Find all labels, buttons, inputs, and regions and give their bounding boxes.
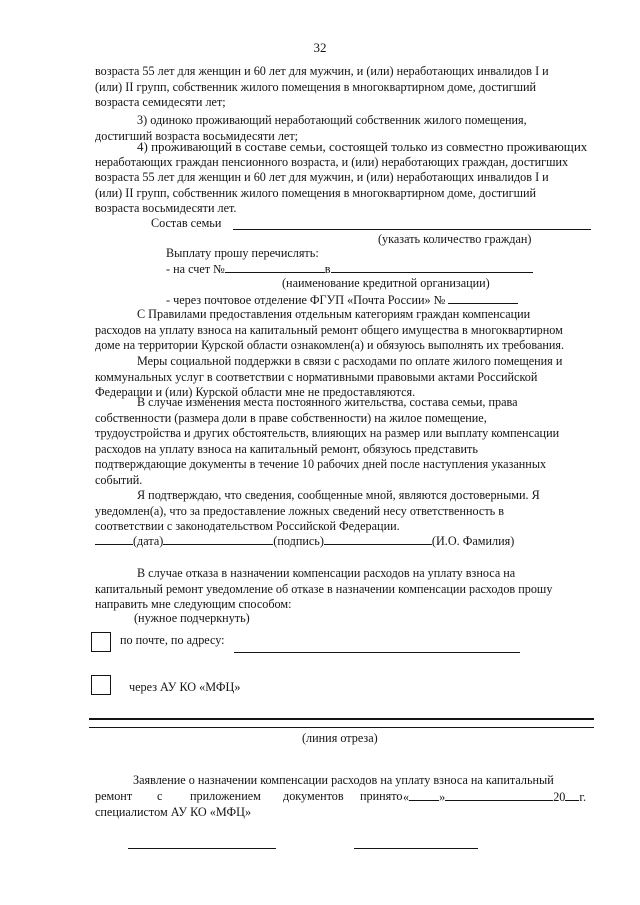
payment-account-row xyxy=(166,261,533,277)
receipt-line-1: Заявление о назначении компенсации расходов на уплату взноса на капитальный xyxy=(133,773,554,787)
text-line: возраста восьмидесяти лет. xyxy=(95,201,237,216)
truthfulness-paragraph xyxy=(95,488,599,535)
text-line: трудоустройства и других обстоятельств, влияющих на размер или выплату компенсации xyxy=(95,426,560,441)
payment-post-row xyxy=(166,292,518,308)
family-hint: (указать количество граждан) xyxy=(378,232,532,246)
in-word: в xyxy=(324,262,331,276)
cut-line-lower xyxy=(89,727,594,728)
changes-obligation-paragraph xyxy=(95,395,599,489)
text-line: событий. xyxy=(95,472,143,487)
mail-option-checkbox[interactable] xyxy=(91,632,111,652)
text-line: Меры социальной поддержки в связи с расходами по оплате жилого помещения и xyxy=(137,354,563,368)
refusal-notification-paragraph xyxy=(95,566,599,613)
text-line: 3) одиноко проживающий неработающий собственник жилого помещения, xyxy=(137,113,527,127)
text-line: (или) II групп, собственник жилого помещения в многоквартирном доме, достигший xyxy=(95,79,537,94)
text-line: уведомлен(а), что за предоставление ложных сведений несу ответственность в xyxy=(95,503,505,518)
family-label: Состав семьи xyxy=(151,216,222,230)
text-line: возраста 55 лет для женщин и 60 лет для мужчин, и (или) неработающих инвалидов I и xyxy=(95,170,549,185)
text-line: капитальный ремонт уведомление об отказе в назначении компенсации расходов прошу xyxy=(95,581,553,596)
quote-close: » xyxy=(439,790,446,804)
mfc-option-label: через АУ КО «МФЦ» xyxy=(129,680,241,694)
family-count-field[interactable] xyxy=(233,229,591,230)
receipt-year-field[interactable] xyxy=(565,789,579,801)
text-line: доме на территории Курской области ознакомлен(а) и обязуюсь выполнять их требования. xyxy=(95,338,565,353)
receipt-word: с xyxy=(157,789,163,803)
receipt-specialist-signature-field[interactable] xyxy=(128,848,276,849)
receipt-word: принято xyxy=(360,789,403,803)
signature-label: (подпись) xyxy=(273,534,324,548)
year-suffix: г. xyxy=(579,790,587,804)
year-prefix: 20 xyxy=(553,790,566,804)
text-line: В случае изменения места постоянного жительства, состава семьи, права xyxy=(137,395,518,409)
text-line: направить мне следующим способом: xyxy=(95,597,292,612)
text-line: С Правилами предоставления отдельным категориям граждан компенсации xyxy=(137,307,531,321)
post-label: - через почтовое отделение ФГУП «Почта России» № xyxy=(166,293,446,307)
text-line: коммунальных услуг в соответствии с нормативными правовыми актами Российской xyxy=(95,369,538,384)
text-line: В случае отказа в назначении компенсации расходов на уплату взноса на xyxy=(137,566,516,580)
text-line: (или) II групп, собственник жилого помещения в многоквартирном доме, достигший xyxy=(95,185,537,200)
text-line: неработающих граждан пенсионного возраста, и (или) неработающих граждан, достигших xyxy=(95,154,569,169)
date-label: (дата) xyxy=(133,534,164,548)
bank-hint: (наименование кредитной организации) xyxy=(282,276,490,290)
receipt-word: документов xyxy=(283,789,344,803)
underline-hint: (нужное подчеркнуть) xyxy=(134,611,250,625)
eligibility-continuation xyxy=(95,64,599,111)
receipt-specialist-name-field[interactable] xyxy=(354,848,478,849)
text-line: 4) проживающий в составе семьи, состоящей только из совместно проживающих xyxy=(137,139,588,154)
page-number: 32 xyxy=(313,40,327,55)
text-line: соответствии с законодательством Российской Федерации. xyxy=(95,519,400,534)
payment-intro: Выплату прошу перечислять: xyxy=(166,246,319,260)
signature-field[interactable] xyxy=(163,533,273,545)
mail-address-field[interactable] xyxy=(234,652,520,653)
receipt-day-field[interactable] xyxy=(409,789,439,801)
post-office-number-field[interactable] xyxy=(448,292,518,304)
receipt-word: приложением xyxy=(190,789,261,803)
text-line: расходов на уплату взноса на капитальный ремонт общего имущества в многоквартирном xyxy=(95,322,563,337)
no-other-support-paragraph xyxy=(95,354,599,401)
eligibility-item-4 xyxy=(95,139,599,217)
text-line: расходов на уплату взноса на капитальный ремонт, обязуюсь представить xyxy=(95,441,478,456)
mfc-option-checkbox[interactable] xyxy=(91,675,111,695)
signature-row xyxy=(95,533,514,549)
full-name-field[interactable] xyxy=(324,533,432,545)
text-line: достигший возраста восьмидесяти лет; xyxy=(95,128,299,143)
full-name-label: (И.О. Фамилия) xyxy=(431,534,515,548)
text-line: собственности (размера доли в праве собственности) на жилое помещение, xyxy=(95,410,487,425)
receipt-word: ремонт xyxy=(95,789,133,803)
receipt-line-3: специалистом АУ КО «МФЦ» xyxy=(95,805,252,819)
cut-line-label: (линия отреза) xyxy=(302,731,378,745)
mail-option-label: по почте, по адресу: xyxy=(120,633,225,647)
bank-name-field[interactable] xyxy=(331,261,533,273)
text-line: Федерации и (или) Курской области мне не предоставляются. xyxy=(95,385,416,400)
text-line: подтверждающие документы в течение 10 рабочих дней после наступления указанных xyxy=(95,457,547,472)
receipt-date-row xyxy=(403,789,586,805)
rules-consent-paragraph xyxy=(95,307,599,354)
quote-open: « xyxy=(403,790,410,804)
date-field[interactable] xyxy=(95,533,133,545)
text-line: возраста семидесяти лет; xyxy=(95,95,226,110)
account-number-field[interactable] xyxy=(225,261,325,273)
cut-line-upper xyxy=(89,718,594,720)
text-line: возраста 55 лет для женщин и 60 лет для мужчин, и (или) неработающих инвалидов I и xyxy=(95,64,549,78)
receipt-month-field[interactable] xyxy=(445,789,553,801)
text-line: Я подтверждаю, что сведения, сообщенные мной, являются достоверными. Я xyxy=(137,488,540,502)
account-prefix: - на счет № xyxy=(166,262,225,276)
